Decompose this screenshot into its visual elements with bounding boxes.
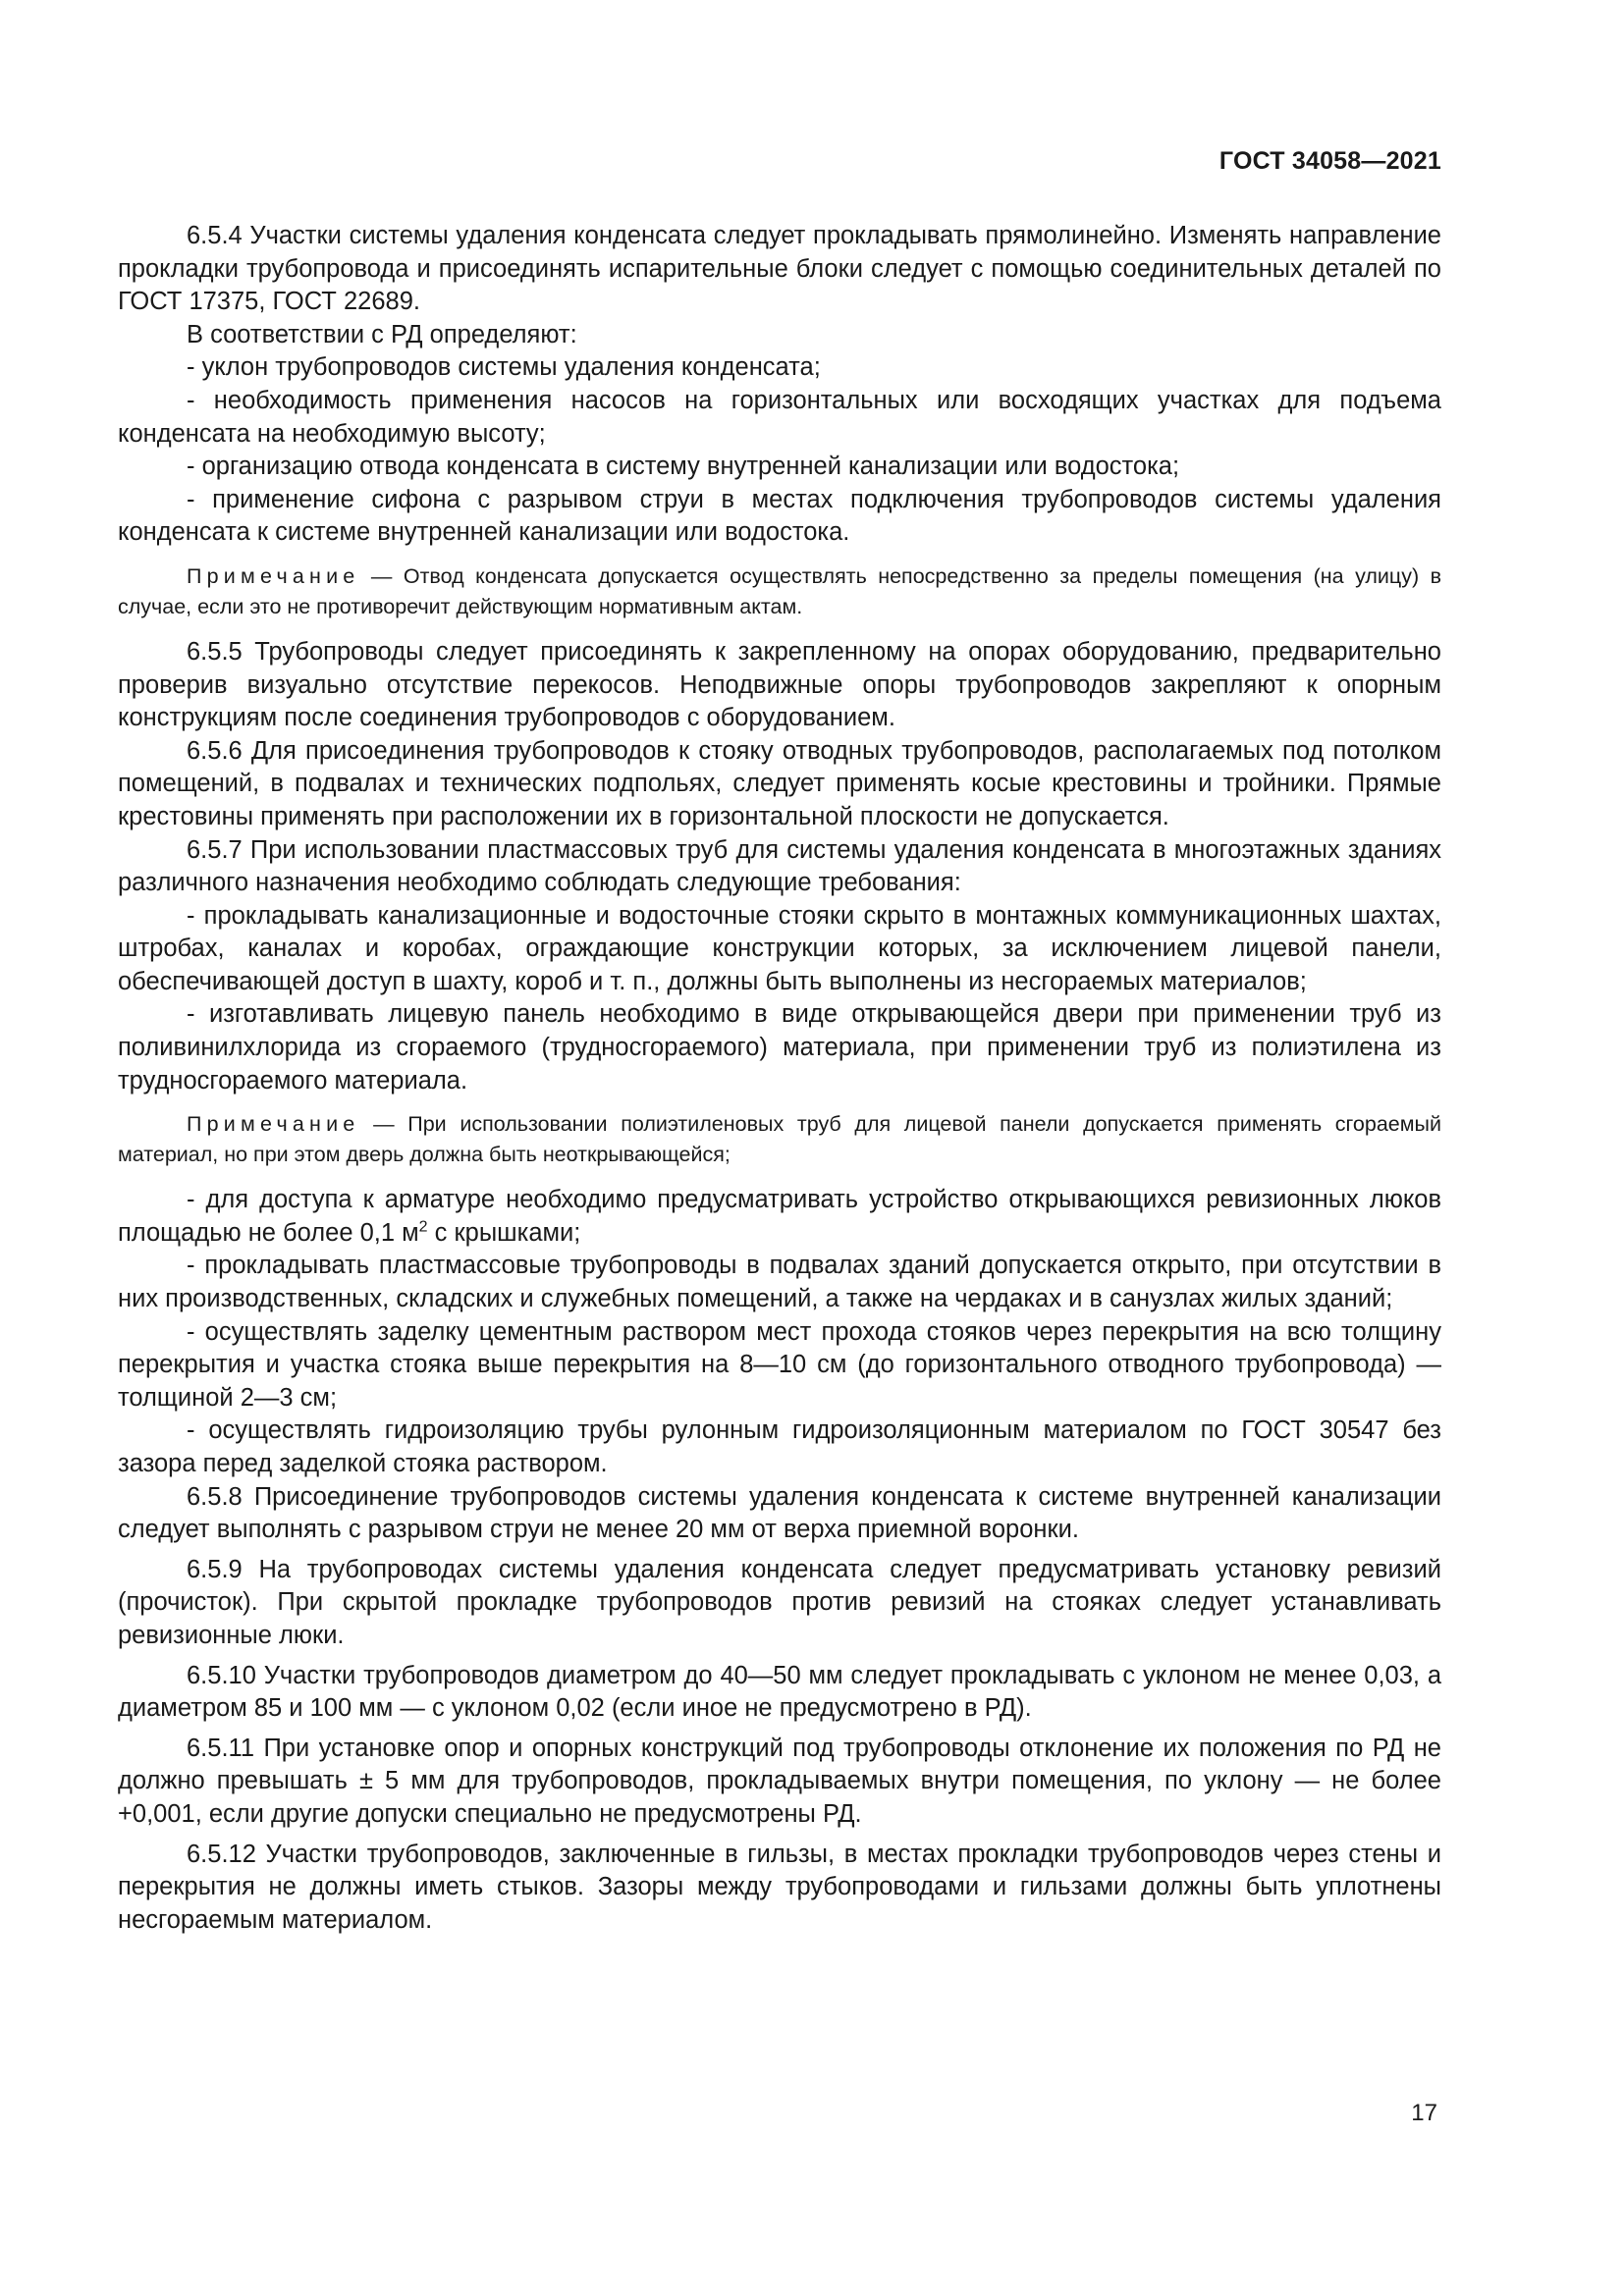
- paragraph-6-5-7: 6.5.7 При использовании пластмассовых труб для системы удаления конденсата в многоэтажных зданиях различного назначения необходимо соблюдать следующие требования:: [118, 835, 1441, 897]
- note-label: Примечание: [187, 1112, 360, 1137]
- paragraph-6-5-5: 6.5.5 Трубопроводы следует присоединять к закрепленному на опорах оборудованию, предварительно проверив визуально отсутствие перекосов. Неподвижные опоры трубопроводов закрепляют к опорным конструкциям после соединения трубопроводов с оборудованием.: [118, 637, 1441, 732]
- paragraph-6-5-9: 6.5.9 На трубопроводах системы удаления конденсата следует предусматривать установку ревизий (прочисток). При скрытой прокладке трубопроводов против ревизий на стояках следует устанавливать ревизионные люки.: [118, 1555, 1441, 1649]
- list-item-pumps: - необходимость применения насосов на горизонтальных или восходящих участках для подъема конденсата на необходимую высоту;: [118, 386, 1441, 448]
- list-item-hatches: [118, 1184, 1441, 1250]
- paragraph-rd-intro: В соответствии с РД определяют:: [187, 320, 577, 348]
- superscript-2: 2: [418, 1218, 428, 1236]
- list-item-sealing: - осуществлять заделку цементным раствором мест прохода стояков через перекрытия на всю толщину перекрытия и участка стояка выше перекрытия на 8—10 см (до горизонтального отводного трубопровода) — толщиной 2—3 см;: [118, 1317, 1441, 1412]
- hatches-text-end: с крышками;: [427, 1218, 581, 1247]
- list-item-waterproofing: - осуществлять гидроизоляцию трубы рулонным гидроизоляционным материалом по ГОСТ 30547 без зазора перед заделкой стояка раствором.: [118, 1416, 1441, 1477]
- paragraph-6-5-6: 6.5.6 Для присоединения трубопроводов к стояку отводных трубопроводов, располагаемых под потолком помещений, в подвалах и технических подпольях, следует применять косые крестовины и тройники. Прямые крестовины применять при расположении их в горизонтальной плоскости не допускается.: [118, 736, 1441, 830]
- list-item-slope: - уклон трубопроводов системы удаления конденсата;: [187, 353, 821, 382]
- list-item-front-panel: - изготавливать лицевую панель необходимо в виде открывающейся двери при применении труб из поливинилхлорида из сгораемого (трудносгораемого) материала, при применении труб из полиэтилена из трудносгораемого материала.: [118, 1000, 1441, 1095]
- page-number: 17: [1411, 2100, 1437, 2126]
- note-text: — Отвод конденсата допускается осуществлять непосредственно за пределы помещения (на улицу) в случае, если это не противоречит действующим нормативным актам.: [118, 563, 1441, 618]
- paragraph-6-5-12: 6.5.12 Участки трубопроводов, заключенные в гильзы, в местах прокладки трубопроводов через стены и перекрытия не должны иметь стыков. Зазоры между трубопроводами и гильзами должны быть уплотнены несгораемым материалом.: [118, 1840, 1441, 1934]
- note-label: Примечание: [187, 563, 360, 588]
- note-street-drain: [118, 561, 1441, 622]
- list-item-siphon: - применение сифона с разрывом струи в местах подключения трубопроводов системы удаления конденсата к системе внутренней канализации или водостока.: [118, 485, 1441, 547]
- list-item-drain: - организацию отвода конденсата в систему внутренней канализации или водостока;: [187, 453, 1180, 481]
- paragraph-6-5-8: 6.5.8 Присоединение трубопроводов системы удаления конденсата к системе внутренней канализации следует выполнять с разрывом струи не менее 20 мм от верха приемной воронки.: [118, 1482, 1441, 1544]
- paragraph-6-5-4: 6.5.4 Участки системы удаления конденсата следует прокладывать прямолинейно. Изменять направление прокладки трубопровода и присоединять испарительные блоки следует с помощью соединительных деталей по ГОСТ 17375, ГОСТ 22689.: [118, 222, 1441, 316]
- paragraph-6-5-11: 6.5.11 При установке опор и опорных конструкций под трубопроводы отклонение их положения по РД не должно превышать ± 5 мм для трубопроводов, прокладываемых внутри помещения, по уклону — не более +0,001, если другие допуски специально не предусмотрены РД.: [118, 1734, 1441, 1828]
- hatches-text: - для доступа к арматуре необходимо предусматривать устройство открывающихся ревизионных люков площадью не более 0,1 м: [118, 1186, 1441, 1247]
- document-number-header: ГОСТ 34058—2021: [1218, 147, 1441, 175]
- note-polyethylene: [118, 1109, 1441, 1170]
- note-text: — При использовании полиэтиленовых труб для лицевой панели допускается применять сгораемый материал, но при этом дверь должна быть неоткрывающейся;: [118, 1112, 1441, 1167]
- list-item-basements: - прокладывать пластмассовые трубопроводы в подвалах зданий допускается открыто, при отсутствии в них производственных, складских и служебных помещений, а также на чердаках и в санузлах жилых зданий;: [118, 1252, 1441, 1313]
- document-body: [118, 220, 1441, 1937]
- list-item-risers: - прокладывать канализационные и водосточные стояки скрыто в монтажных коммуникационных шахтах, штробах, каналах и коробах, ограждающие конструкции которых, за исключением лицевой панели, обеспечивающей доступ в шахту, короб и т. п., должны быть выполнены из несгораемых материалов;: [118, 901, 1441, 995]
- paragraph-6-5-10: 6.5.10 Участки трубопроводов диаметром до 40—50 мм следует прокладывать с уклоном не менее 0,03, а диаметром 85 и 100 мм — с уклоном 0,02 (если иное не предусмотрено в РД).: [118, 1661, 1441, 1723]
